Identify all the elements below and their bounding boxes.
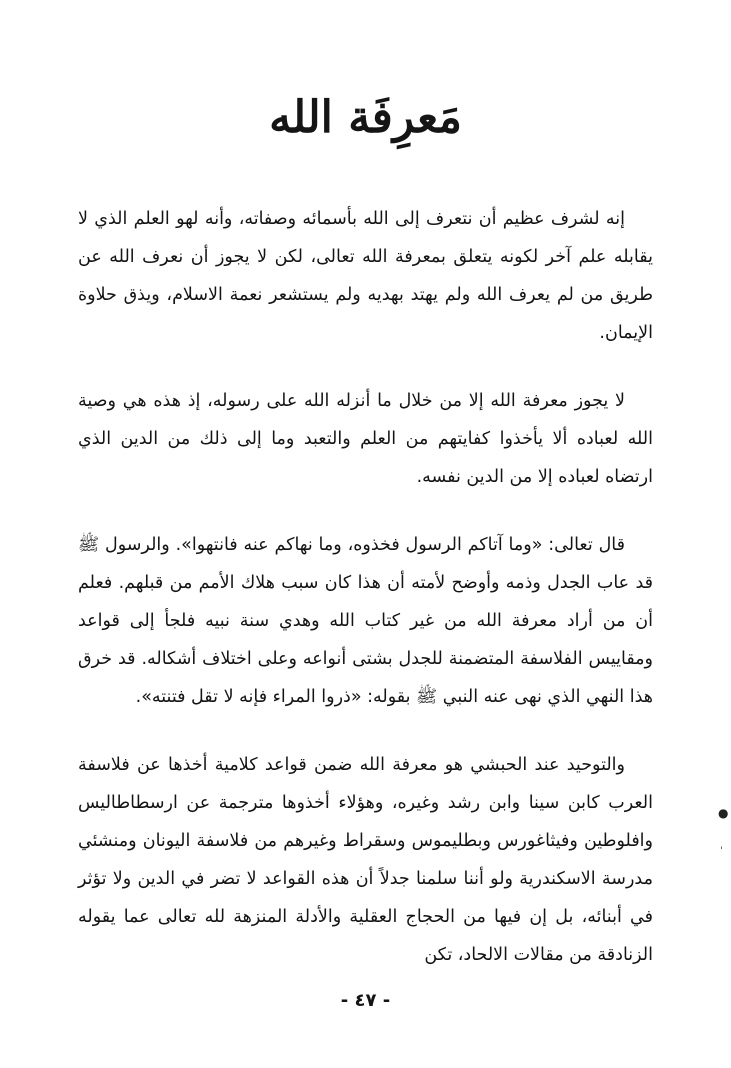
page-number: - ٤٧ - — [340, 990, 391, 1011]
paragraph-2: لا يجوز معرفة الله إلا من خلال ما أنزله الله على رسوله، إذ هذه هي وصية الله لعباده ألا يأخذوا كفايتهم من العلم والتعبد وما إلى ذلك من الدين الذي ارتضاه لعباده إلا من الدين نفسه. — [78, 391, 653, 487]
paragraph-1: إنه لشرف عظيم أن نتعرف إلى الله بأسمائه وصفاته، وأنه لهو العلم الذي لا يقابله علم آخر لكونه يتعلق بمعرفة الله تعالى، لكن لا يجوز أن نعرف الله عن طريق من لم يعرف الله ولم يهتد بهديه ولم يستشعر نعمة الاسلام، ويذق حلاوة الإيمان. — [78, 209, 653, 343]
margin-tick-mark: ˈ — [720, 846, 723, 857]
paragraph-4: والتوحيد عند الحبشي هو معرفة الله ضمن قواعد كلامية أخذها عن فلاسفة العرب كابن سينا وابن رشد وغيره، وهؤلاء أخذوها مترجمة عن ارسطاطاليس وافلوطين وفيثاغورس وبطليموس وسقراط وغيرهم من فلاسفة اليونان ومنشئي مدرسة الاسكندرية ولو أننا سلمنا جدلاً أن هذه القواعد لا تضر في الدين ولا تؤثر في أبنائه، بل إن فيها من الحجاج العقلية والأدلة المنزهة لله تعالى عما يقوله الزنادقة من مقالات الالحاد، تكن — [78, 755, 653, 965]
margin-dot-mark: ● — [718, 806, 729, 820]
chapter-title: مَعرِفَة الله — [269, 92, 462, 143]
body-text — [78, 200, 653, 974]
paragraph-3: قال تعالى: «وما آتاكم الرسول فخذوه، وما نهاكم عنه فانتهوا». والرسول ﷺ قد عاب الجدل وذمه وأوضح لأمته أن هذا كان سبب هلاك الأمم من قبلهم. فعلم أن من أراد معرفة الله من غير كتاب الله وهدي سنة نبيه فلجأ إلى قواعد ومقاييس الفلاسفة المتضمنة للجدل بشتى أنواعه وعلى اختلاف أشكاله. قد خرق هذا النهي الذي نهى عنه النبي ﷺ بقوله: «ذروا المراء فإنه لا تقل فتنته». — [78, 535, 653, 707]
